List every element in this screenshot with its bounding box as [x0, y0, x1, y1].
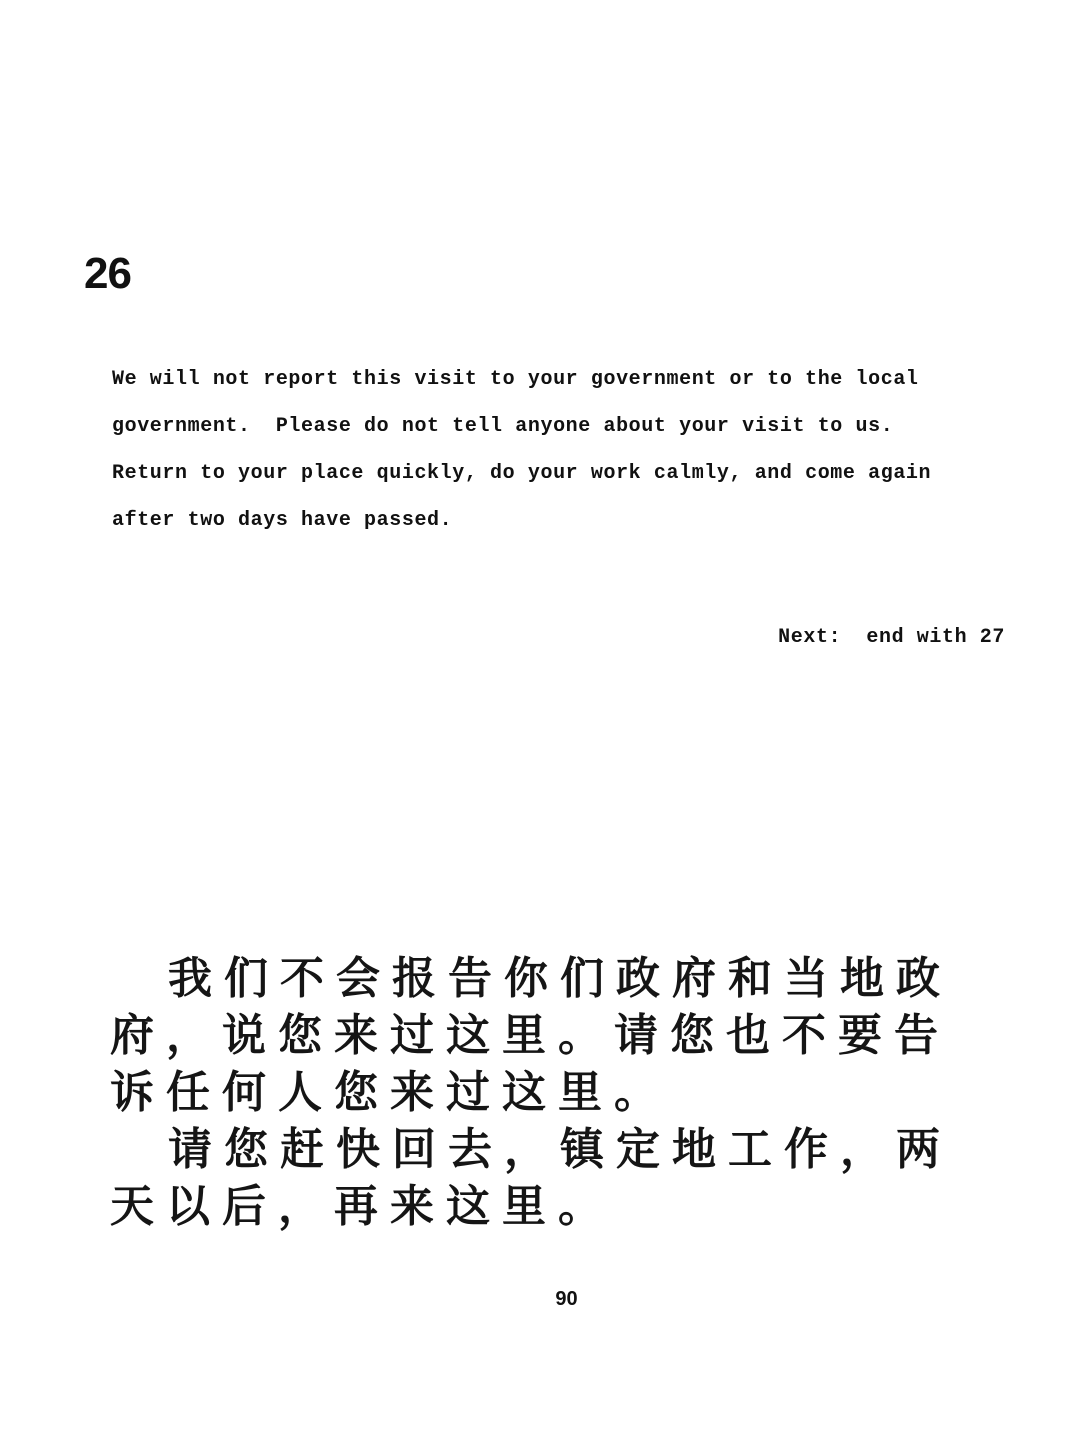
section-number: 26 [84, 249, 131, 298]
english-text-block [112, 356, 1012, 544]
page-number: 90 [555, 1288, 578, 1310]
next-instruction: Next: end with 27 [778, 626, 1005, 649]
chinese-handwritten-block [110, 950, 990, 1235]
chinese-paragraph-1: 我们不会报告你们政府和当地政府，说您来过这里。请您也不要告诉任何人您来过这里。 [110, 953, 952, 1118]
chinese-paragraph-2: 请您赶快回去，镇定地工作，两天以后，再来这里。 [110, 1124, 952, 1232]
english-paragraph-1: We will not report this visit to your government or to the local government. Please do not tell anyone about your visit to us. [112, 368, 932, 438]
english-paragraph-2: Return to your place quickly, do your work calmly, and come again after two days have passed. [112, 462, 944, 532]
